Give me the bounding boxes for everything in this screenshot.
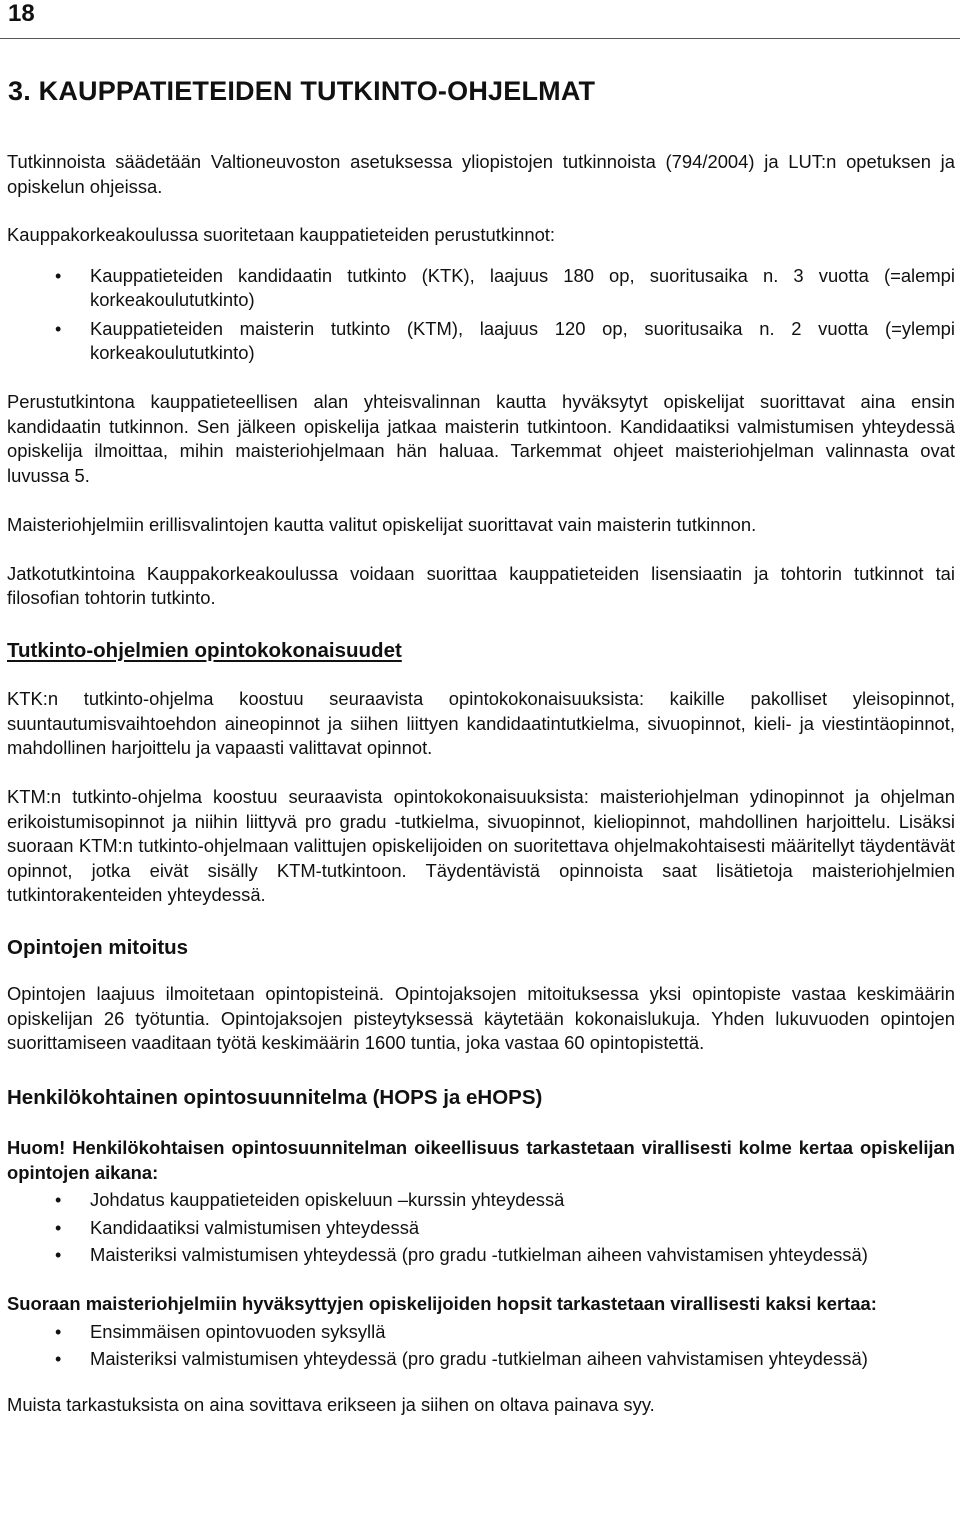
check-list	[7, 1320, 955, 1372]
body-paragraph: KTM:n tutkinto-ohjelma koostuu seuraavista opintokokonaisuuksista: maisteriohjelman ydinopinnot ja ohjelman erikoistumisopinnot ja niihin liittyvä pro gradu -tutkielma, sivuopinnot, kieliopinnot, mahdollinen harjoittelu. Lisäksi suoraan KTM:n tutkinto-ohjelmaan valittujen opiskelijoiden on suoritettava ohjelmakohtaisesti määritellyt täydentävät opinnot, jotka eivät sisälly KTM-tutkintoon. Täydentävistä opinnoista saat lisätietoja maisteriohjelmien tutkintorakenteiden yhteydessä.	[7, 786, 955, 905]
section-heading: Tutkinto-ohjelmien opintokokonaisuudet	[7, 638, 402, 662]
bullet-icon: •	[55, 1321, 62, 1342]
list-item: • Kandidaatiksi valmistumisen yhteydessä	[7, 1216, 955, 1241]
page-content	[7, 150, 955, 1417]
closing-paragraph: Muista tarkastuksista on aina sovittava erikseen ja siihen on oltava painava syy.	[7, 1393, 655, 1415]
bullet-icon: •	[55, 1217, 62, 1238]
chapter-title: 3. KAUPPATIETEIDEN TUTKINTO-OHJELMAT	[8, 76, 596, 106]
bullet-icon: •	[55, 1349, 62, 1369]
section-heading: Opintojen mitoitus	[7, 935, 189, 959]
list-item: • Johdatus kauppatieteiden opiskeluun –kurssin yhteydessä	[7, 1188, 955, 1213]
header-rule	[0, 38, 960, 39]
list-item: • Maisteriksi valmistumisen yhteydessä (pro gradu -tutkielman aiheen vahvistamisen yhteydessä)	[7, 1243, 955, 1268]
page-number: 18	[8, 0, 35, 27]
list-item: • Kauppatieteiden maisterin tutkinto (KTM), laajuus 120 op, suoritusaika n. 2 vuotta (=ylempi korkeakoulututkinto)	[55, 317, 955, 363]
note-paragraph: Huom! Henkilökohtaisen opintosuunnitelman oikeellisuus tarkastetaan virallisesti kolme kertaa opiskelijan opintojen aikana:	[7, 1137, 955, 1183]
bullet-icon: •	[55, 265, 62, 286]
note-paragraph: Suoraan maisteriohjelmiin hyväksyttyjen opiskelijoiden hopsit tarkastetaan virallisesti kaksi kertaa:	[7, 1293, 877, 1314]
list-item: • Ensimmäisen opintovuoden syksyllä	[7, 1320, 955, 1345]
list-item: • Kauppatieteiden kandidaatin tutkinto (KTK), laajuus 180 op, suoritusaika n. 3 vuotta (=alempi korkeakoulututkinto)	[55, 264, 955, 310]
bullet-icon: •	[55, 318, 62, 339]
intro-paragraph: Tutkinnoista säädetään Valtioneuvoston asetuksessa yliopistojen tutkinnoista (794/2004) ja LUT:n opetuksen ja opiskelun ohjeissa.	[7, 151, 955, 197]
body-paragraph: KTK:n tutkinto-ohjelma koostuu seuraavista opintokokonaisuuksista: kaikille pakolliset yleisopinnot, suuntautumisvaihtoehdon aineopinnot ja siihen liittyen kandidaatintutkielma, sivuopinnot, kieli- ja viestintäopinnot, mahdollinen harjoittelu ja vapaasti valittavat opinnot.	[7, 688, 955, 758]
section-heading: Henkilökohtainen opintosuunnitelma (HOPS ja eHOPS)	[7, 1085, 543, 1109]
bullet-icon: •	[55, 1190, 62, 1210]
degree-list	[7, 264, 955, 366]
body-paragraph: Maisteriohjelmiin erillisvalintojen kautta valitut opiskelijat suorittavat vain maisterin tutkinnon.	[7, 513, 757, 535]
check-list	[7, 1188, 955, 1268]
basic-degrees-lead: Kauppakorkeakoulussa suoritetaan kauppatieteiden perustutkinnot:	[7, 224, 556, 245]
body-paragraph: Perustutkintona kauppatieteellisen alan yhteisvalinnan kautta hyväksytyt opiskelijat suorittavat aina ensin kandidaatin tutkinnon. Sen jälkeen opiskelija jatkaa maisterin tutkintoon. Kandidaatiksi valmistumisen yhteydessä opiskelija ilmoittaa, mihin maisteriohjelmaan hän haluaa. Tarkemmat ohjeet maisteriohjelman valinnasta ovat luvussa 5.	[7, 391, 955, 486]
body-paragraph: Jatkotutkintoina Kauppakorkeakoulussa voidaan suorittaa kauppatieteiden lisensiaatin ja tohtorin tutkinnot tai filosofian tohtorin tutkinto.	[7, 562, 955, 608]
body-paragraph: Opintojen laajuus ilmoitetaan opintopisteinä. Opintojaksojen mitoituksessa yksi opintopiste vastaa keskimäärin opiskelijan 26 työtuntia. Opintojaksojen pisteytyksessä käytetään kokonaislukuja. Yhden lukuvuoden opintojen suorittamiseen vaaditaan työtä keskimäärin 1600 tuntia, joka vastaa 60 opintopistettä.	[7, 983, 955, 1053]
list-item: • Maisteriksi valmistumisen yhteydessä (pro gradu -tutkielman aiheen vahvistamisen yhteydessä)	[7, 1347, 955, 1372]
bullet-icon: •	[55, 1245, 62, 1265]
